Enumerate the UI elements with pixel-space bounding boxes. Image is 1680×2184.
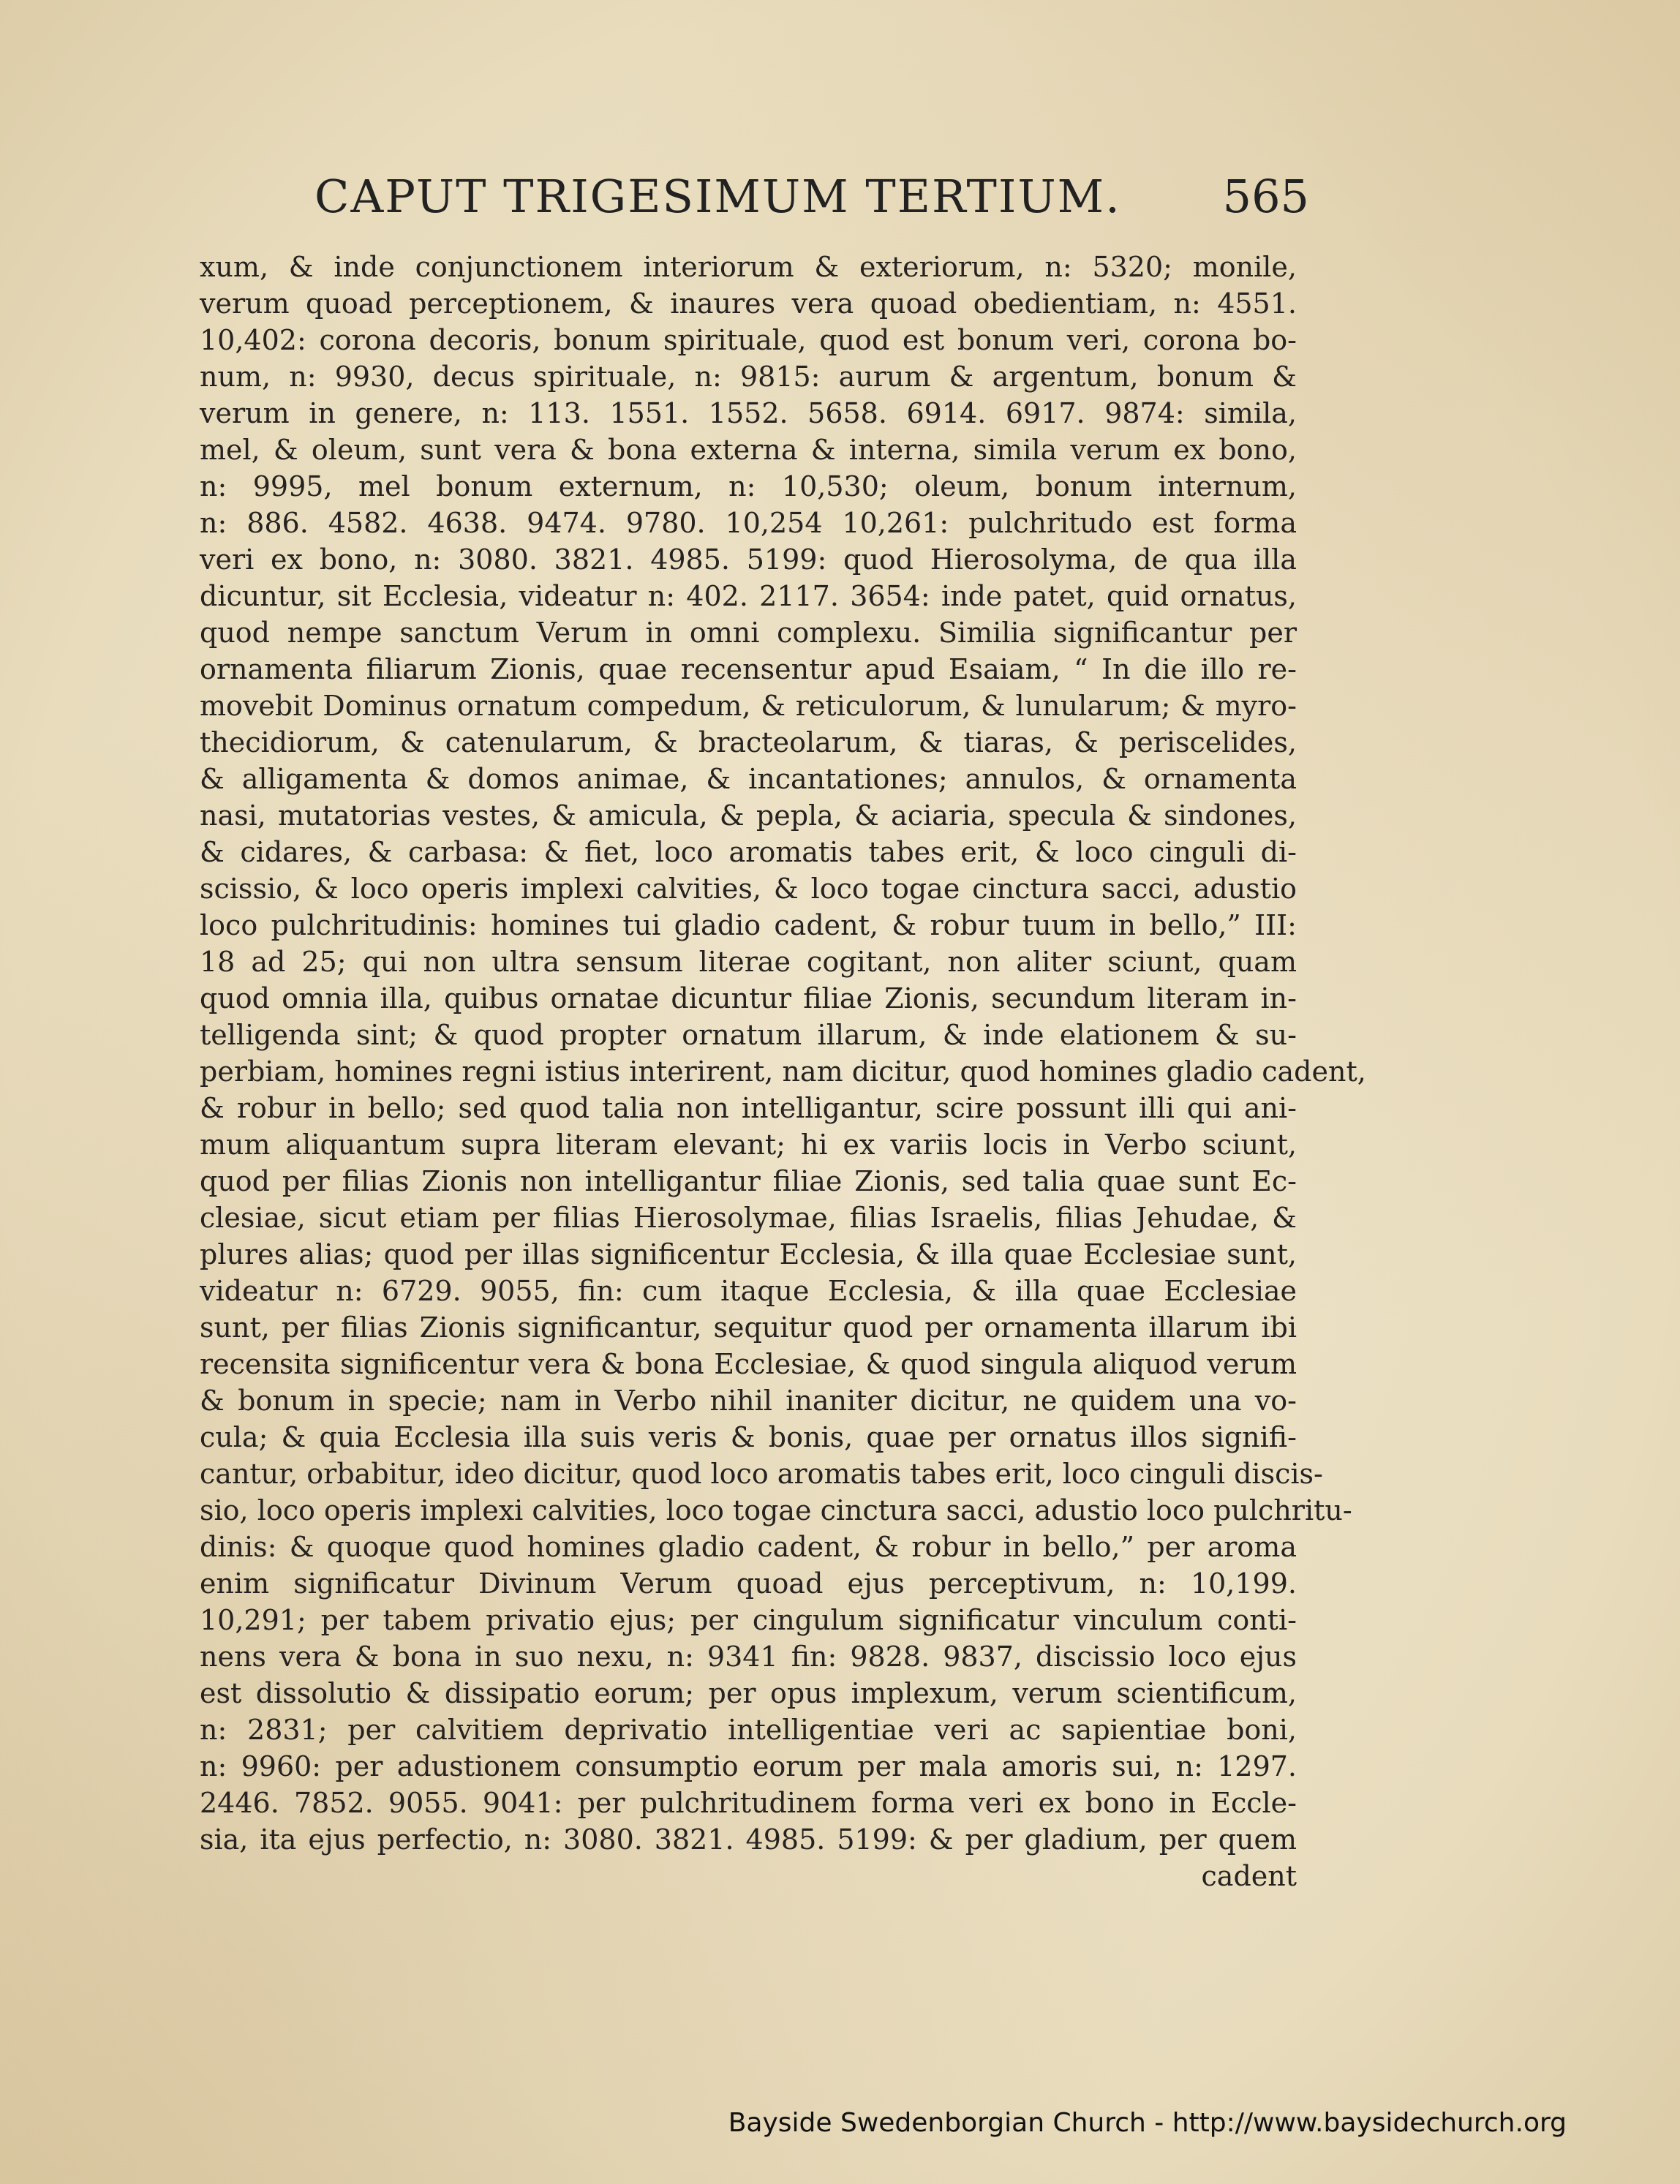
text-line: clesiae, sicut etiam per filias Hierosolymae, filias Israelis, filias Jehudae, & (200, 1202, 1297, 1234)
text-line: & bonum in specie; nam in Verbo nihil inaniter dicitur, ne quidem una vo- (200, 1385, 1297, 1417)
text-line: videatur n: 6729. 9055, fin: cum itaque Ecclesia, & illa quae Ecclesiae (200, 1275, 1297, 1307)
text-line: perbiam, homines regni istius interirent, nam dicitur, quod homines gladio cadent, (200, 1055, 1366, 1088)
text-line: 10,402: corona decoris, bonum spirituale, quod est bonum veri, corona bo- (200, 324, 1297, 356)
text-line: n: 9995, mel bonum externum, n: 10,530; oleum, bonum internum, (200, 470, 1297, 502)
text-line: verum quoad perceptionem, & inaures vera quoad obedientiam, n: 4551. (200, 287, 1297, 320)
text-line: verum in genere, n: 113. 1551. 1552. 5658. 6914. 6917. 9874: simila, (200, 397, 1297, 429)
text-line: recensita significentur vera & bona Ecclesiae, & quod singula aliquod verum (200, 1348, 1297, 1380)
text-line: ornamenta filiarum Zionis, quae recensentur apud Esaiam, “ In die illo re- (200, 653, 1297, 685)
text-line: n: 9960: per adustionem consumptio eorum per mala amoris sui, n: 1297. (200, 1750, 1297, 1782)
text-line: & robur in bello; sed quod talia non intelligantur, scire possunt illi qui ani- (200, 1092, 1297, 1124)
text-line: sunt, per filias Zionis significantur, sequitur quod per ornamenta illarum ibi (200, 1311, 1297, 1344)
text-line: mum aliquantum supra literam elevant; hi ex variis locis in Verbo sciunt, (200, 1129, 1297, 1161)
text-line: cula; & quia Ecclesia illa suis veris & bonis, quae per ornatus illos signifi- (200, 1421, 1297, 1453)
page-number: 565 (1222, 170, 1309, 223)
text-line: cadent (1201, 1860, 1297, 1892)
page-header (314, 170, 1309, 228)
text-line: mel, & oleum, sunt vera & bona externa & interna, simila verum ex bono, (200, 434, 1297, 466)
text-line: dicuntur, sit Ecclesia, videatur n: 402. 2117. 3654: inde patet, quid ornatus, (200, 580, 1297, 612)
text-line: & cidares, & carbasa: & fiet, loco aromatis tabes erit, & loco cinguli di- (200, 836, 1297, 868)
text-line: xum, & inde conjunctionem interiorum & exteriorum, n: 5320; monile, (200, 251, 1297, 283)
text-line: sia, ita ejus perfectio, n: 3080. 3821. 4985. 5199: & per gladium, per quem (200, 1823, 1297, 1856)
text-line: movebit Dominus ornatum compedum, & reticulorum, & lunularum; & myro- (200, 690, 1297, 722)
text-line: est dissolutio & dissipatio eorum; per opus implexum, verum scientificum, (200, 1677, 1297, 1709)
text-line: 18 ad 25; qui non ultra sensum literae cogitant, non aliter sciunt, quam (200, 946, 1297, 978)
text-line: scissio, & loco operis implexi calvities, & loco togae cinctura sacci, adustio (200, 873, 1297, 905)
text-line: thecidiorum, & catenularum, & bracteolarum, & tiaras, & periscelides, (200, 726, 1297, 758)
text-line: quod per filias Zionis non intelligantur filiae Zionis, sed talia quae sunt Ec- (200, 1165, 1297, 1197)
text-line: dinis: & quoque quod homines gladio cadent, & robur in bello,” per aroma (200, 1531, 1297, 1563)
text-line: 10,291; per tabem privatio ejus; per cingulum significatur vinculum conti- (200, 1604, 1297, 1636)
footer-credit: Bayside Swedenborgian Church - http://www.baysidechurch.org (728, 2108, 1567, 2138)
text-line: 2446. 7852. 9055. 9041: per pulchritudinem forma veri ex bono in Eccle- (200, 1787, 1297, 1819)
text-line: n: 2831; per calvitiem deprivatio intelligentiae veri ac sapientiae boni, (200, 1714, 1297, 1746)
text-line: n: 886. 4582. 4638. 9474. 9780. 10,254 10,261: pulchritudo est forma (200, 507, 1297, 539)
text-line: sio, loco operis implexi calvities, loco togae cinctura sacci, adustio loco pulchritu- (200, 1494, 1352, 1526)
text-line: num, n: 9930, decus spirituale, n: 9815: aurum & argentum, bonum & (200, 361, 1297, 393)
text-line: telligenda sint; & quod propter ornatum illarum, & inde elationem & su- (200, 1019, 1297, 1051)
text-line: loco pulchritudinis: homines tui gladio cadent, & robur tuum in bello,” III: (200, 909, 1297, 941)
text-line: veri ex bono, n: 3080. 3821. 4985. 5199: quod Hierosolyma, de qua illa (200, 543, 1297, 576)
text-line: quod omnia illa, quibus ornatae dicuntur filiae Zionis, secundum literam in- (200, 982, 1297, 1014)
text-line: quod nempe sanctum Verum in omni complexu. Similia significantur per (200, 617, 1297, 649)
text-line: enim significatur Divinum Verum quoad ejus perceptivum, n: 10,199. (200, 1567, 1297, 1600)
text-line: nasi, mutatorias vestes, & amicula, & pepla, & aciaria, specula & sindones, (200, 799, 1297, 832)
running-title: CAPUT TRIGESIMUM TERTIUM. (314, 170, 1121, 223)
text-line: plures alias; quod per illas significentur Ecclesia, & illa quae Ecclesiae sunt, (200, 1238, 1297, 1270)
text-line: & alligamenta & domos animae, & incantationes; annulos, & ornamenta (200, 763, 1297, 795)
text-line: cantur, orbabitur, ideo dicitur, quod loco aromatis tabes erit, loco cinguli discis- (200, 1458, 1323, 1490)
text-line: nens vera & bona in suo nexu, n: 9341 fin: 9828. 9837, discissio loco ejus (200, 1641, 1297, 1673)
body-text (200, 249, 1366, 1894)
